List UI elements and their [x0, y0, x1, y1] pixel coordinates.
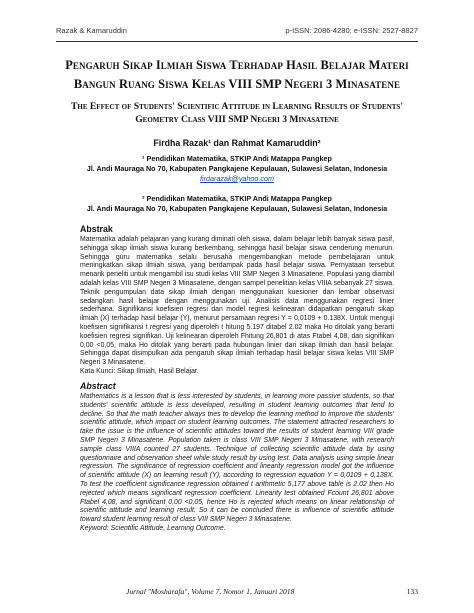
footer-page-number: 133: [406, 587, 418, 596]
header-issn: p-ISSN: 2086-4280; e-ISSN: 2527-8827: [285, 26, 418, 35]
abstrak-text: Matematika adalah pelajaran yang kurang diminati oleh siswa, dalam belajar lebih banyak siswa pasif, sehingga sikap ilmiah siswa kurang berkembang, sehingga hasil belajar siswa cenderung menurun. Sehingga guru matematika selalu berusaha mengembangkan metode pembelajaran untuk meningkatkan sikap ilmiah siswa, yang berdampak pada hasil belajar siswa. Pernyataan tersebut menarik peneliti untuk mengambil isu studi kelas VIII SMP Negeri 3 Minasatene. Populasi yang diambil adalah kelas VIII SMP Negeri 3 Minasatene, dengan sampel penelitian kelas VIIIA sebanyak 27 siswa. Teknik pengumpulan data sikap ilmiah dengan menggunakan kuesioner dan lembar observasi sedangkan hasil belajar dengan menggunakan uji. Analisis data menggunakan regresi linier sederhana. Signifikansi koefisien regresi dan model regresi kelinearan didapatkan pengaruh sikap ilmiah (X) terhadap hasil belajar (Y), menurut persamaan regresi Y = 0,0109 + 0.138X. Untuk menguji koefisien signifikansi t regresi yang diperoleh t hitung 5.197 ditabel 2.02 maka Ho ditolak yang berarti koefisien regresi signifikan. Uji kelinearan diperoleh Fhitung 26,801 di atas Ftabel 4,08, dan signifikan 0,00 <0,05, maka Ho ditolak yang berarti pada hubungan linier dari sikap ilmiah dan hasil belajar. Sehingga dapat disimpulkan ada pengaruh sikap ilmiah terhadap hasil belajar siswa kelas VIII SMP Negeri 3 Minasatene.: [80, 236, 394, 367]
running-header: [56, 26, 418, 40]
page-footer: [56, 587, 418, 599]
affiliation-2-address: Jl. Andi Mauraga No 70, Kabupaten Pangkajene Kepulauan, Sulawesi Selatan, Indonesia: [86, 203, 388, 213]
abstract-text: Mathematics is a lesson that is less interested by students, in learning more passive students, so that students' scientific attitude is less developed, resulting in student learning outcomes that tend to decline. So that the math teacher always tries to develop the learning method to improve the students' scientific attitude, which impact on student learning outcomes. The statement attracted researchers to take the issue is the influence of scientific attitudes toward the results of student learning VIII grade SMP Negeri 3 Minasatene. Population taken is class VIII SMP Negeri 3 Minasatene, with research sample class VIIIA counted 27 students. Technique of collecting scientific attitude data by using questionnaire and observation sheet while study result by using test. Data analysis using simple linear regression. The significance of regression coefficient and linearity regression model got the influence of scientific attitude (X) on learning result (Y), according to regression equation Y = 0,0109 + 0,138X. To test the coefficient significance regression obtained t arithmetic 5,177 above table is 2.02 then Ho rejected which means significant regression coefficient. Linearity test obtained Fcount 26,801 above Ftabel 4,08, and significant 0,00 <0,05, hence Ho is rejected which means on linear relationship of scientific attitude and learning result. So it can be concluded there is influence of scientific attitude toward student learning result of class VIII SMP Negeri 3 Minasatene.: [80, 393, 394, 524]
abstract-keywords: Keyword: Scientific Attitude, Learning Outcome.: [80, 524, 226, 532]
affiliation-1-dept: ¹ Pendidikan Matematika, STKIP Andi Matappa Pangkep: [142, 154, 332, 163]
footer-journal: Jurnal "Mosharafa", Volume 7, Nomor 1, Januari 2018: [126, 587, 295, 596]
abstract-heading: Abstract: [80, 381, 116, 391]
author-list: Firdha Razak¹ dan Rahmat Kamaruddin²: [153, 138, 321, 148]
affiliation-1-address: Jl. Andi Mauraga No 70, Kabupaten Pangkajene Kepulauan, Sulawesi Selatan, Indonesia: [86, 163, 388, 173]
paper-subtitle: The Effect of Students' Scientific Attitude in Learning Results of Students' Geometry Class VIII SMP Negeri 3 Minasatene: [71, 101, 403, 125]
paper-title: Pengaruh Sikap Ilmiah Siswa Terhadap Hasil Belajar Materi Bangun Ruang Siswa Kelas VIII SMP Negeri 3 Minasatene: [65, 58, 409, 91]
header-authors: Razak & Kamaruddin: [56, 26, 127, 35]
abstrak-keywords: Kata Kunci: Sikap Ilmiah, Hasil Belajar.: [80, 367, 199, 375]
affiliation-1-email-link[interactable]: firdarazak@yahoo.com: [199, 173, 274, 183]
affiliation-2: [56, 194, 418, 214]
affiliation-2-dept: ² Pendidikan Matematika, STKIP Andi Matappa Pangkep: [142, 194, 332, 203]
abstrak-body: [80, 236, 394, 377]
affiliation-1: [56, 154, 418, 183]
abstract-body: [80, 393, 394, 534]
header-rule: [56, 41, 418, 42]
abstrak-heading: Abstrak: [80, 224, 113, 234]
